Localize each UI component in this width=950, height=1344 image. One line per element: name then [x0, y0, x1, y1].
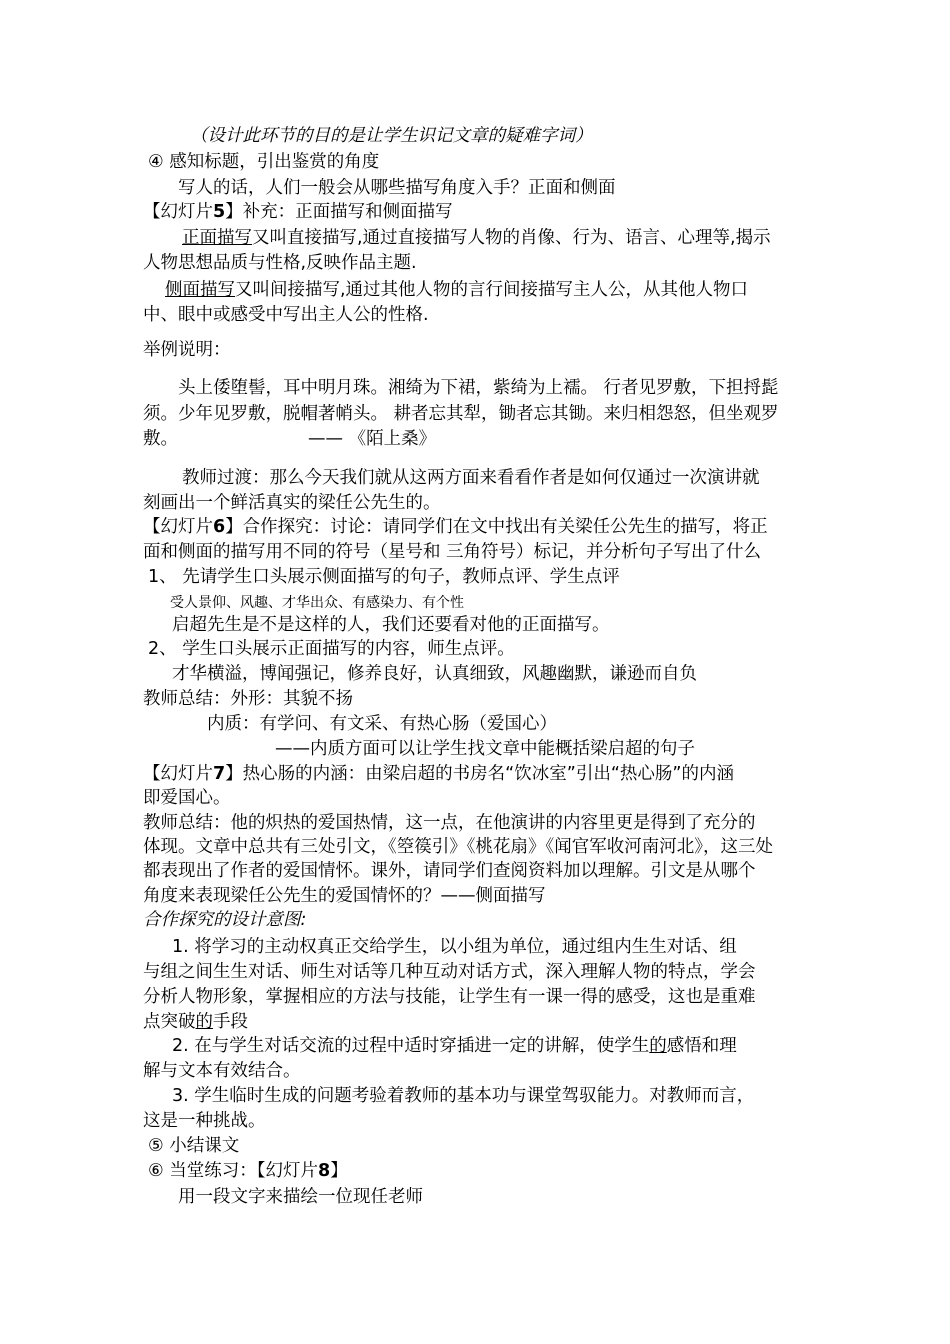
paragraph-line: 才华横溢，博闻强记，修养良好，认真细致，风趣幽默，谦逊而自负 [172, 664, 697, 684]
paragraph-line: 写人的话，人们一般会从哪些描写角度入手？正面和侧面 [178, 178, 616, 198]
paragraph-line: 侧面描写又叫间接描写,通过其他人物的言行间接描写主人公，从其他人物口 [165, 280, 749, 300]
slide-6-heading: 【幻灯片6】合作探究：讨论：请同学们在文中找出有关梁任公先生的描写，将正 [143, 517, 768, 537]
paragraph-line: 点突破的手段 [143, 1012, 248, 1032]
paragraph-line: 教师过渡：那么今天我们就从这两方面来看看作者是如何仅通过一次演讲就 [182, 468, 760, 488]
intent-item-1: 1. 将学习的主动权真正交给学生，以小组为单位，通过组内生生对话、组 [172, 937, 737, 957]
list-item-1: 1、 先请学生口头展示侧面描写的句子，教师点评、学生点评 [148, 567, 620, 587]
step-4-heading: ④ 感知标题，引出鉴赏的角度 [148, 152, 380, 172]
slide-5-heading: 【幻灯片5】补充：正面描写和侧面描写 [143, 202, 453, 222]
paragraph-line: 中、眼中或感受中写出主人公的性格. [143, 305, 429, 325]
paragraph-line: 解与文本有效结合。 [143, 1061, 301, 1081]
paragraph-line: 体现。文章中总共有三处引文，《箜篌引》《桃花扇》《闻官军收河南河北》，这三处 [143, 837, 773, 857]
exercise-prompt: 用一段文字来描绘一位现任老师 [178, 1187, 423, 1207]
paragraph-line: ——内质方面可以让学生找文章中能概括梁启超的句子 [275, 739, 695, 759]
paragraph-line: 受人景仰、风趣、才华出众、有感染力、有个性 [170, 595, 464, 611]
teacher-summary: 教师总结：外形：其貌不扬 [143, 689, 353, 709]
step-6-heading: ⑥ 当堂练习：【幻灯片8】 [148, 1161, 348, 1181]
paragraph-line: 内质：有学问、有文采、有热心肠（爱国心） [207, 714, 557, 734]
list-item-2: 2、 学生口头展示正面描写的内容，师生点评。 [148, 639, 515, 659]
paragraph-line: 启超先生是不是这样的人，我们还要看对他的正面描写。 [172, 615, 610, 635]
paragraph-line: 分析人物形象，掌握相应的方法与技能，让学生有一课一得的感受，这也是重难 [143, 987, 756, 1007]
paragraph-line: 这是一种挑战。 [143, 1111, 266, 1131]
paragraph-line: 角度来表现梁任公先生的爱国情怀的？——侧面描写 [143, 886, 546, 906]
term-side-description: 侧面描写 [165, 280, 235, 300]
example-heading: 举例说明： [143, 340, 231, 360]
paragraph-line: 面和侧面的描写用不同的符号（星号和 三角符号）标记，并分析句子写出了什么 [143, 542, 762, 562]
slide-7-heading: 【幻灯片7】热心肠的内涵：由梁启超的书房名“饮冰室”引出“热心肠”的内涵 [143, 764, 734, 784]
design-note: （设计此环节的目的是让学生识记文章的疑难字词） [190, 126, 593, 146]
paragraph-line: 刻画出一个鲜活真实的梁任公先生的。 [143, 493, 441, 513]
intent-item-3: 3. 学生临时生成的问题考验着教师的基本功与课堂驾驭能力。对教师而言， [172, 1086, 755, 1106]
design-intent-heading: 合作探究的设计意图: [143, 910, 307, 930]
paragraph-line: 都表现出了作者的爱国情怀。课外，请同学们查阅资料加以理解。引文是从哪个 [143, 861, 756, 881]
teacher-summary: 教师总结：他的炽热的爱国热情，这一点，在他演讲的内容里更是得到了充分的 [143, 813, 756, 833]
paragraph-line: 即爱国心。 [143, 788, 231, 808]
intent-item-2: 2. 在与学生对话交流的过程中适时穿插进一定的讲解，使学生的感悟和理 [172, 1036, 737, 1056]
step-5-heading: ⑤ 小结课文 [148, 1136, 240, 1156]
poem-line: 须。少年见罗敷，脱帽著帩头。 耕者忘其犁，锄者忘其锄。来归相怨怒，但坐观罗 [143, 404, 779, 424]
paragraph-line: 人物思想品质与性格,反映作品主题. [143, 253, 417, 273]
paragraph-line: 正面描写又叫直接描写,通过直接描写人物的肖像、行为、语言、心理等,揭示 [182, 228, 771, 248]
poem-line: 敷。 [143, 429, 178, 449]
paragraph-line: 与组之间生生对话、师生对话等几种互动对话方式，深入理解人物的特点，学会 [143, 962, 756, 982]
poem-line: 头上倭堕髻，耳中明月珠。湘绮为下裙，紫绮为上襦。 行者见罗敷，下担捋髭 [178, 378, 779, 398]
poem-source: —— 《陌上桑》 [308, 429, 437, 449]
term-frontal-description: 正面描写 [182, 228, 252, 248]
